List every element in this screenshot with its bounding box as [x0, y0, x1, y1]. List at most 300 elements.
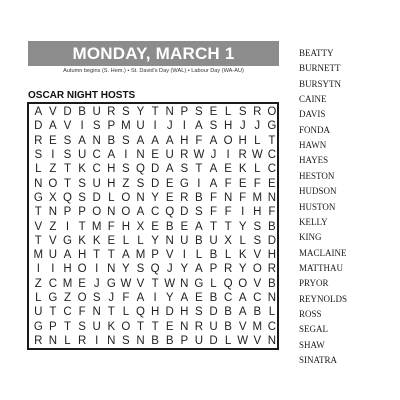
grid-letter[interactable]: W	[120, 277, 132, 290]
grid-letter[interactable]: T	[224, 220, 232, 233]
grid-letter[interactable]: Y	[151, 234, 159, 247]
grid-letter[interactable]: A	[136, 134, 145, 147]
grid-letter[interactable]: U	[34, 306, 43, 319]
grid-letter[interactable]: C	[267, 163, 277, 176]
grid-letter[interactable]: O	[77, 263, 87, 276]
grid-letter[interactable]: V	[34, 220, 43, 233]
grid-letter[interactable]: D	[267, 234, 277, 247]
grid-letter[interactable]: P	[49, 320, 57, 333]
grid-letter[interactable]: A	[238, 306, 247, 319]
grid-letter[interactable]: U	[209, 320, 218, 333]
grid-letter[interactable]: D	[34, 120, 43, 133]
grid-letter[interactable]: C	[253, 292, 262, 305]
grid-letter[interactable]: M	[33, 249, 44, 262]
grid-letter[interactable]: J	[254, 120, 261, 133]
grid-letter[interactable]: N	[48, 334, 58, 347]
grid-letter[interactable]: Q	[165, 206, 175, 219]
grid-letter[interactable]: V	[136, 277, 145, 290]
grid-letter[interactable]: S	[34, 149, 43, 162]
grid-letter[interactable]: E	[165, 177, 174, 190]
grid-letter[interactable]: K	[107, 320, 116, 333]
grid-letter[interactable]: V	[238, 320, 247, 333]
grid-letter[interactable]: L	[64, 334, 71, 347]
grid-letter[interactable]: H	[63, 263, 72, 276]
grid-letter[interactable]: T	[151, 320, 159, 333]
grid-letter[interactable]: I	[80, 120, 84, 133]
grid-letter[interactable]: I	[226, 149, 230, 162]
grid-letter[interactable]: A	[165, 134, 174, 147]
grid-letter[interactable]: E	[180, 220, 189, 233]
grid-letter[interactable]: A	[136, 206, 145, 219]
grid-letter[interactable]: V	[253, 334, 262, 347]
grid-letter[interactable]: S	[253, 234, 262, 247]
grid-letter[interactable]: R	[194, 320, 204, 333]
grid-letter[interactable]: I	[51, 149, 55, 162]
grid-letter[interactable]: N	[267, 292, 277, 305]
grid-letter[interactable]: N	[107, 334, 116, 347]
grid-letter[interactable]: L	[224, 106, 232, 119]
puzzle-title: OSCAR NIGHT HOSTS	[28, 90, 136, 101]
grid-letter[interactable]: L	[224, 334, 232, 347]
grid-letter[interactable]: L	[35, 292, 42, 305]
grid-letter[interactable]: U	[165, 149, 174, 162]
grid-letter[interactable]: G	[33, 320, 43, 333]
grid-letter[interactable]: A	[63, 249, 72, 262]
grid-letter[interactable]: L	[122, 306, 130, 319]
grid-letter[interactable]: H	[107, 177, 116, 190]
grid-letter[interactable]: T	[268, 134, 276, 147]
grid-letter[interactable]: S	[253, 220, 262, 233]
grid-letter[interactable]: B	[224, 320, 232, 333]
grid-letter[interactable]: N	[223, 191, 233, 204]
grid-letter[interactable]: P	[151, 249, 159, 262]
grid-letter[interactable]: L	[254, 134, 261, 147]
grid-letter[interactable]: F	[107, 220, 115, 233]
grid-letter[interactable]: P	[78, 206, 86, 219]
grid-letter[interactable]: I	[36, 263, 40, 276]
grid-letter[interactable]: G	[106, 277, 116, 290]
grid-letter[interactable]: I	[182, 120, 186, 133]
grid-letter[interactable]: S	[195, 206, 203, 219]
grid-letter[interactable]: O	[77, 292, 87, 305]
grid-letter[interactable]: A	[195, 263, 203, 276]
grid-letter[interactable]: P	[209, 263, 218, 276]
grid-letter[interactable]: B	[224, 306, 232, 319]
grid-letter[interactable]: F	[122, 292, 130, 305]
grid-letter[interactable]: S	[122, 163, 130, 176]
word-list-item: BEATTY	[299, 48, 334, 58]
grid-letter[interactable]: N	[267, 191, 277, 204]
grid-letter[interactable]: A	[209, 177, 218, 190]
grid-letter[interactable]: S	[78, 177, 86, 190]
grid-letter[interactable]: V	[253, 249, 262, 262]
grid-letter[interactable]: Z	[63, 292, 71, 305]
grid-letter[interactable]: Y	[238, 220, 247, 233]
grid-letter[interactable]: Z	[122, 177, 130, 190]
grid-letter[interactable]: G	[267, 120, 277, 133]
grid-letter[interactable]: A	[34, 106, 43, 119]
grid-letter[interactable]: O	[267, 106, 277, 119]
grid-letter[interactable]: G	[48, 292, 58, 305]
grid-letter[interactable]: N	[92, 134, 101, 147]
grid-letter[interactable]: J	[239, 120, 246, 133]
grid-letter[interactable]: N	[136, 334, 145, 347]
grid-letter[interactable]: I	[197, 177, 201, 190]
grid-letter[interactable]: Q	[63, 191, 72, 204]
grid-letter[interactable]: E	[165, 191, 174, 204]
grid-letter[interactable]: V	[63, 120, 72, 133]
grid-letter[interactable]: U	[136, 120, 145, 133]
grid-letter[interactable]: C	[223, 292, 233, 305]
grid-letter[interactable]: D	[92, 191, 101, 204]
grid-letter[interactable]: M	[62, 277, 73, 290]
grid-letter[interactable]: F	[224, 206, 232, 219]
grid-row	[29, 305, 277, 319]
grid-letter[interactable]: I	[95, 263, 99, 276]
grid-letter[interactable]: N	[267, 334, 277, 347]
grid-letter[interactable]: E	[165, 320, 174, 333]
grid-letter[interactable]: Q	[150, 263, 160, 276]
grid-letter[interactable]: S	[78, 191, 86, 204]
grid-letter[interactable]: L	[210, 277, 217, 290]
grid-letter[interactable]: R	[77, 334, 87, 347]
grid-letter[interactable]: E	[78, 277, 86, 290]
grid-letter[interactable]: H	[267, 249, 277, 262]
grid-letter[interactable]: G	[179, 177, 189, 190]
grid-letter[interactable]: N	[136, 191, 145, 204]
grid-letter[interactable]: N	[92, 306, 101, 319]
grid-letter[interactable]: V	[49, 234, 57, 247]
grid-letter[interactable]: S	[195, 106, 203, 119]
grid-letter[interactable]: Q	[136, 306, 145, 319]
grid-letter[interactable]: J	[166, 120, 173, 133]
grid-letter[interactable]: B	[195, 191, 203, 204]
grid-letter[interactable]: T	[136, 320, 144, 333]
grid-letter[interactable]: F	[195, 134, 203, 147]
grid-letter[interactable]: B	[209, 292, 218, 305]
grid-letter[interactable]: L	[224, 249, 232, 262]
grid-letter[interactable]: S	[209, 120, 218, 133]
grid-letter[interactable]: O	[92, 206, 102, 219]
grid-letter[interactable]: R	[223, 263, 233, 276]
grid-letter[interactable]: L	[35, 163, 42, 176]
grid-letter[interactable]: I	[241, 206, 245, 219]
grid-letter[interactable]: Y	[165, 292, 174, 305]
grid-letter[interactable]: B	[268, 277, 276, 290]
grid-letter[interactable]: F	[209, 191, 217, 204]
grid-letter[interactable]: U	[180, 234, 189, 247]
grid-letter[interactable]: V	[49, 106, 57, 119]
grid-letter[interactable]: M	[252, 191, 263, 204]
grid-letter[interactable]: G	[63, 234, 72, 247]
grid-letter[interactable]: Q	[223, 277, 233, 290]
grid-letter[interactable]: C	[92, 149, 101, 162]
grid-letter[interactable]: L	[137, 234, 144, 247]
grid-letter[interactable]: T	[49, 306, 57, 319]
grid-letter[interactable]: T	[63, 163, 71, 176]
grid-letter[interactable]: J	[210, 149, 217, 162]
grid-letter[interactable]: U	[92, 320, 101, 333]
grid-letter[interactable]: G	[194, 277, 204, 290]
grid-letter[interactable]: H	[180, 134, 189, 147]
grid-letter[interactable]: R	[34, 134, 43, 147]
grid-letter[interactable]: I	[95, 334, 99, 347]
grid-letter[interactable]: D	[63, 106, 72, 119]
grid-letter[interactable]: L	[195, 249, 203, 262]
grid-letter[interactable]: A	[49, 120, 57, 133]
grid-letter[interactable]: V	[165, 249, 174, 262]
grid-letter[interactable]: S	[180, 163, 189, 176]
grid-letter[interactable]: M	[91, 220, 102, 233]
grid-letter[interactable]: Y	[136, 106, 145, 119]
grid-letter[interactable]: E	[49, 134, 57, 147]
grid-letter[interactable]: H	[107, 163, 116, 176]
grid-letter[interactable]: O	[238, 277, 248, 290]
grid-letter[interactable]: S	[122, 134, 130, 147]
grid-letter[interactable]: E	[209, 106, 218, 119]
grid-letter[interactable]: M	[135, 249, 146, 262]
grid-letter[interactable]: B	[195, 234, 203, 247]
grid-letter[interactable]: T	[34, 234, 42, 247]
word-list-item: KING	[299, 232, 322, 243]
grid-letter[interactable]: S	[63, 149, 72, 162]
grid-letter[interactable]: W	[251, 149, 263, 162]
grid-letter[interactable]: Y	[122, 263, 130, 276]
grid-letter[interactable]: B	[165, 334, 174, 347]
grid-letter[interactable]: T	[107, 249, 115, 262]
grid-letter[interactable]: C	[267, 320, 277, 333]
word-list-item: MACLAINE	[299, 247, 347, 258]
grid-letter[interactable]: H	[121, 220, 131, 233]
grid-letter[interactable]: L	[239, 234, 246, 247]
grid-letter[interactable]: H	[150, 306, 160, 319]
grid-letter[interactable]: L	[268, 306, 276, 319]
grid-letter[interactable]: U	[77, 149, 87, 162]
grid-letter[interactable]: E	[224, 163, 232, 176]
grid-letter[interactable]: P	[107, 120, 116, 133]
grid-letter[interactable]: C	[92, 163, 101, 176]
grid-letter[interactable]: B	[107, 134, 116, 147]
grid-letter[interactable]: Q	[136, 163, 145, 176]
grid-letter[interactable]: C	[267, 149, 277, 162]
grid-letter[interactable]: B	[268, 220, 276, 233]
grid-letter[interactable]: D	[165, 306, 174, 319]
grid-letter[interactable]: T	[78, 220, 86, 233]
grid-letter[interactable]: H	[180, 306, 189, 319]
grid-letter[interactable]: D	[209, 306, 218, 319]
grid-letter[interactable]: Z	[49, 220, 57, 233]
events-line: Autumn begins (S. Hem.) • St. David's Day (WAL) • Labour Day (WA-AU)	[63, 68, 244, 74]
grid-letter[interactable]: A	[107, 149, 116, 162]
grid-letter[interactable]: R	[107, 106, 116, 119]
grid-letter[interactable]: R	[180, 191, 189, 204]
grid-letter[interactable]: A	[209, 134, 218, 147]
grid-letter[interactable]: O	[252, 263, 262, 276]
grid-letter[interactable]: U	[48, 249, 58, 262]
grid-letter[interactable]: S	[136, 177, 145, 190]
grid-letter[interactable]: C	[150, 206, 160, 219]
grid-letter[interactable]: M	[252, 320, 263, 333]
grid-letter[interactable]: T	[93, 249, 101, 262]
grid-letter[interactable]: C	[48, 277, 58, 290]
grid-letter[interactable]: N	[180, 277, 189, 290]
grid-letter[interactable]: N	[34, 177, 43, 190]
grid-letter[interactable]: B	[209, 249, 218, 262]
grid-letter[interactable]: S	[195, 306, 203, 319]
grid-letter[interactable]: R	[238, 149, 247, 162]
grid-letter[interactable]: H	[238, 134, 247, 147]
grid-letter[interactable]: T	[107, 306, 115, 319]
grid-letter[interactable]: E	[151, 149, 159, 162]
grid-letter[interactable]: A	[209, 163, 218, 176]
grid-letter[interactable]: O	[121, 320, 131, 333]
grid-letter[interactable]: J	[93, 277, 100, 290]
grid-letter[interactable]: A	[122, 249, 130, 262]
grid-letter[interactable]: X	[49, 191, 57, 204]
grid-letter[interactable]: T	[63, 320, 71, 333]
grid-letter[interactable]: L	[254, 163, 261, 176]
grid-letter[interactable]: C	[63, 306, 72, 319]
grid-letter[interactable]: E	[195, 292, 203, 305]
grid-letter[interactable]: T	[195, 163, 203, 176]
grid-letter[interactable]: Z	[49, 163, 57, 176]
grid-letter[interactable]: A	[195, 120, 203, 133]
grid-letter[interactable]: F	[239, 191, 247, 204]
grid-letter[interactable]: P	[180, 106, 189, 119]
grid-letter[interactable]: L	[122, 234, 130, 247]
grid-letter[interactable]: B	[78, 106, 86, 119]
grid-letter[interactable]: I	[51, 263, 55, 276]
grid-letter[interactable]: G	[33, 191, 43, 204]
grid-letter[interactable]: M	[121, 120, 131, 133]
grid-letter[interactable]: S	[78, 320, 86, 333]
grid-letter[interactable]: S	[238, 106, 247, 119]
grid-letter[interactable]: I	[153, 292, 157, 305]
grid-letter[interactable]: T	[34, 206, 42, 219]
grid-letter[interactable]: Y	[238, 263, 247, 276]
grid-letter[interactable]: A	[238, 292, 247, 305]
grid-letter[interactable]: R	[267, 263, 277, 276]
grid-letter[interactable]: N	[107, 263, 116, 276]
grid-row	[29, 148, 277, 162]
grid-row	[29, 262, 277, 276]
grid-letter[interactable]: O	[121, 206, 131, 219]
grid-letter[interactable]: H	[223, 120, 233, 133]
grid-letter[interactable]: P	[63, 206, 72, 219]
grid-letter[interactable]: N	[180, 320, 189, 333]
grid-letter[interactable]: F	[224, 177, 232, 190]
grid-letter[interactable]: B	[151, 334, 159, 347]
grid-letter[interactable]: E	[151, 220, 159, 233]
grid-letter[interactable]: E	[238, 177, 247, 190]
grid-letter[interactable]: W	[164, 277, 176, 290]
grid-letter[interactable]: K	[78, 234, 86, 247]
grid-letter[interactable]: O	[121, 191, 131, 204]
grid-letter[interactable]: S	[92, 120, 101, 133]
grid-letter[interactable]: E	[107, 234, 116, 247]
grid-letter[interactable]: R	[253, 106, 262, 119]
grid-letter[interactable]: H	[77, 249, 87, 262]
grid-letter[interactable]: D	[209, 334, 218, 347]
grid-letter[interactable]: F	[209, 206, 217, 219]
grid-letter[interactable]: J	[108, 292, 115, 305]
grid-letter[interactable]: S	[63, 134, 72, 147]
grid-letter[interactable]: T	[209, 220, 217, 233]
grid-row	[29, 162, 277, 176]
grid-letter[interactable]: S	[136, 263, 145, 276]
grid-letter[interactable]: V	[253, 277, 262, 290]
grid-letter[interactable]: D	[150, 177, 160, 190]
grid-letter[interactable]: W	[237, 334, 249, 347]
grid-letter[interactable]: X	[136, 220, 145, 233]
grid-letter[interactable]: F	[268, 206, 276, 219]
grid-letter[interactable]: P	[180, 334, 189, 347]
grid-letter[interactable]: S	[122, 106, 130, 119]
grid-letter[interactable]: J	[166, 263, 173, 276]
grid-letter[interactable]: U	[92, 177, 101, 190]
grid-letter[interactable]: S	[92, 292, 101, 305]
grid-letter[interactable]: I	[65, 220, 70, 233]
grid-letter[interactable]: N	[107, 206, 116, 219]
grid-letter[interactable]: T	[151, 277, 159, 290]
grid-letter[interactable]: K	[92, 234, 101, 247]
grid-letter[interactable]: W	[193, 149, 205, 162]
grid-letter[interactable]: A	[180, 292, 189, 305]
grid-letter[interactable]: Y	[151, 191, 159, 204]
grid-letter[interactable]: F	[78, 306, 86, 319]
grid-letter[interactable]: S	[122, 334, 130, 347]
grid-letter[interactable]: B	[165, 220, 174, 233]
grid-letter[interactable]: N	[136, 149, 145, 162]
grid-letter[interactable]: X	[224, 234, 232, 247]
grid-letter[interactable]: A	[195, 220, 203, 233]
grid-letter[interactable]: O	[48, 177, 58, 190]
grid-letter[interactable]: O	[223, 134, 233, 147]
grid-letter[interactable]: U	[92, 106, 101, 119]
grid-letter[interactable]: U	[209, 234, 218, 247]
grid-letter[interactable]: K	[78, 163, 86, 176]
grid-letter[interactable]: T	[151, 106, 159, 119]
grid-letter[interactable]: N	[48, 206, 58, 219]
grid-letter[interactable]: N	[165, 234, 174, 247]
grid-letter[interactable]: L	[108, 191, 115, 204]
grid-letter[interactable]: A	[165, 163, 174, 176]
grid-letter[interactable]: A	[136, 292, 145, 305]
grid-letter[interactable]: D	[150, 163, 160, 176]
grid-letter[interactable]: Y	[180, 263, 189, 276]
grid-letter[interactable]: D	[180, 206, 189, 219]
grid-letter[interactable]: E	[268, 177, 276, 190]
grid-letter[interactable]: R	[34, 334, 43, 347]
grid-letter[interactable]: K	[238, 249, 247, 262]
grid-letter[interactable]: H	[253, 206, 262, 219]
grid-letter[interactable]: F	[253, 177, 261, 190]
grid-letter[interactable]: I	[153, 120, 157, 133]
word-list-item: FONDA	[299, 124, 331, 135]
grid-letter[interactable]: N	[165, 106, 174, 119]
grid-letter[interactable]: R	[180, 149, 189, 162]
grid-letter[interactable]: A	[78, 134, 86, 147]
grid-letter[interactable]: I	[124, 149, 128, 162]
grid-letter[interactable]: I	[182, 249, 186, 262]
grid-letter[interactable]: K	[238, 163, 247, 176]
grid-letter[interactable]: Z	[34, 277, 42, 290]
grid-letter[interactable]: A	[151, 134, 159, 147]
grid-letter[interactable]: B	[253, 306, 262, 319]
grid-letter[interactable]: U	[194, 334, 204, 347]
grid-letter[interactable]: T	[63, 177, 71, 190]
grid-row	[29, 177, 277, 191]
